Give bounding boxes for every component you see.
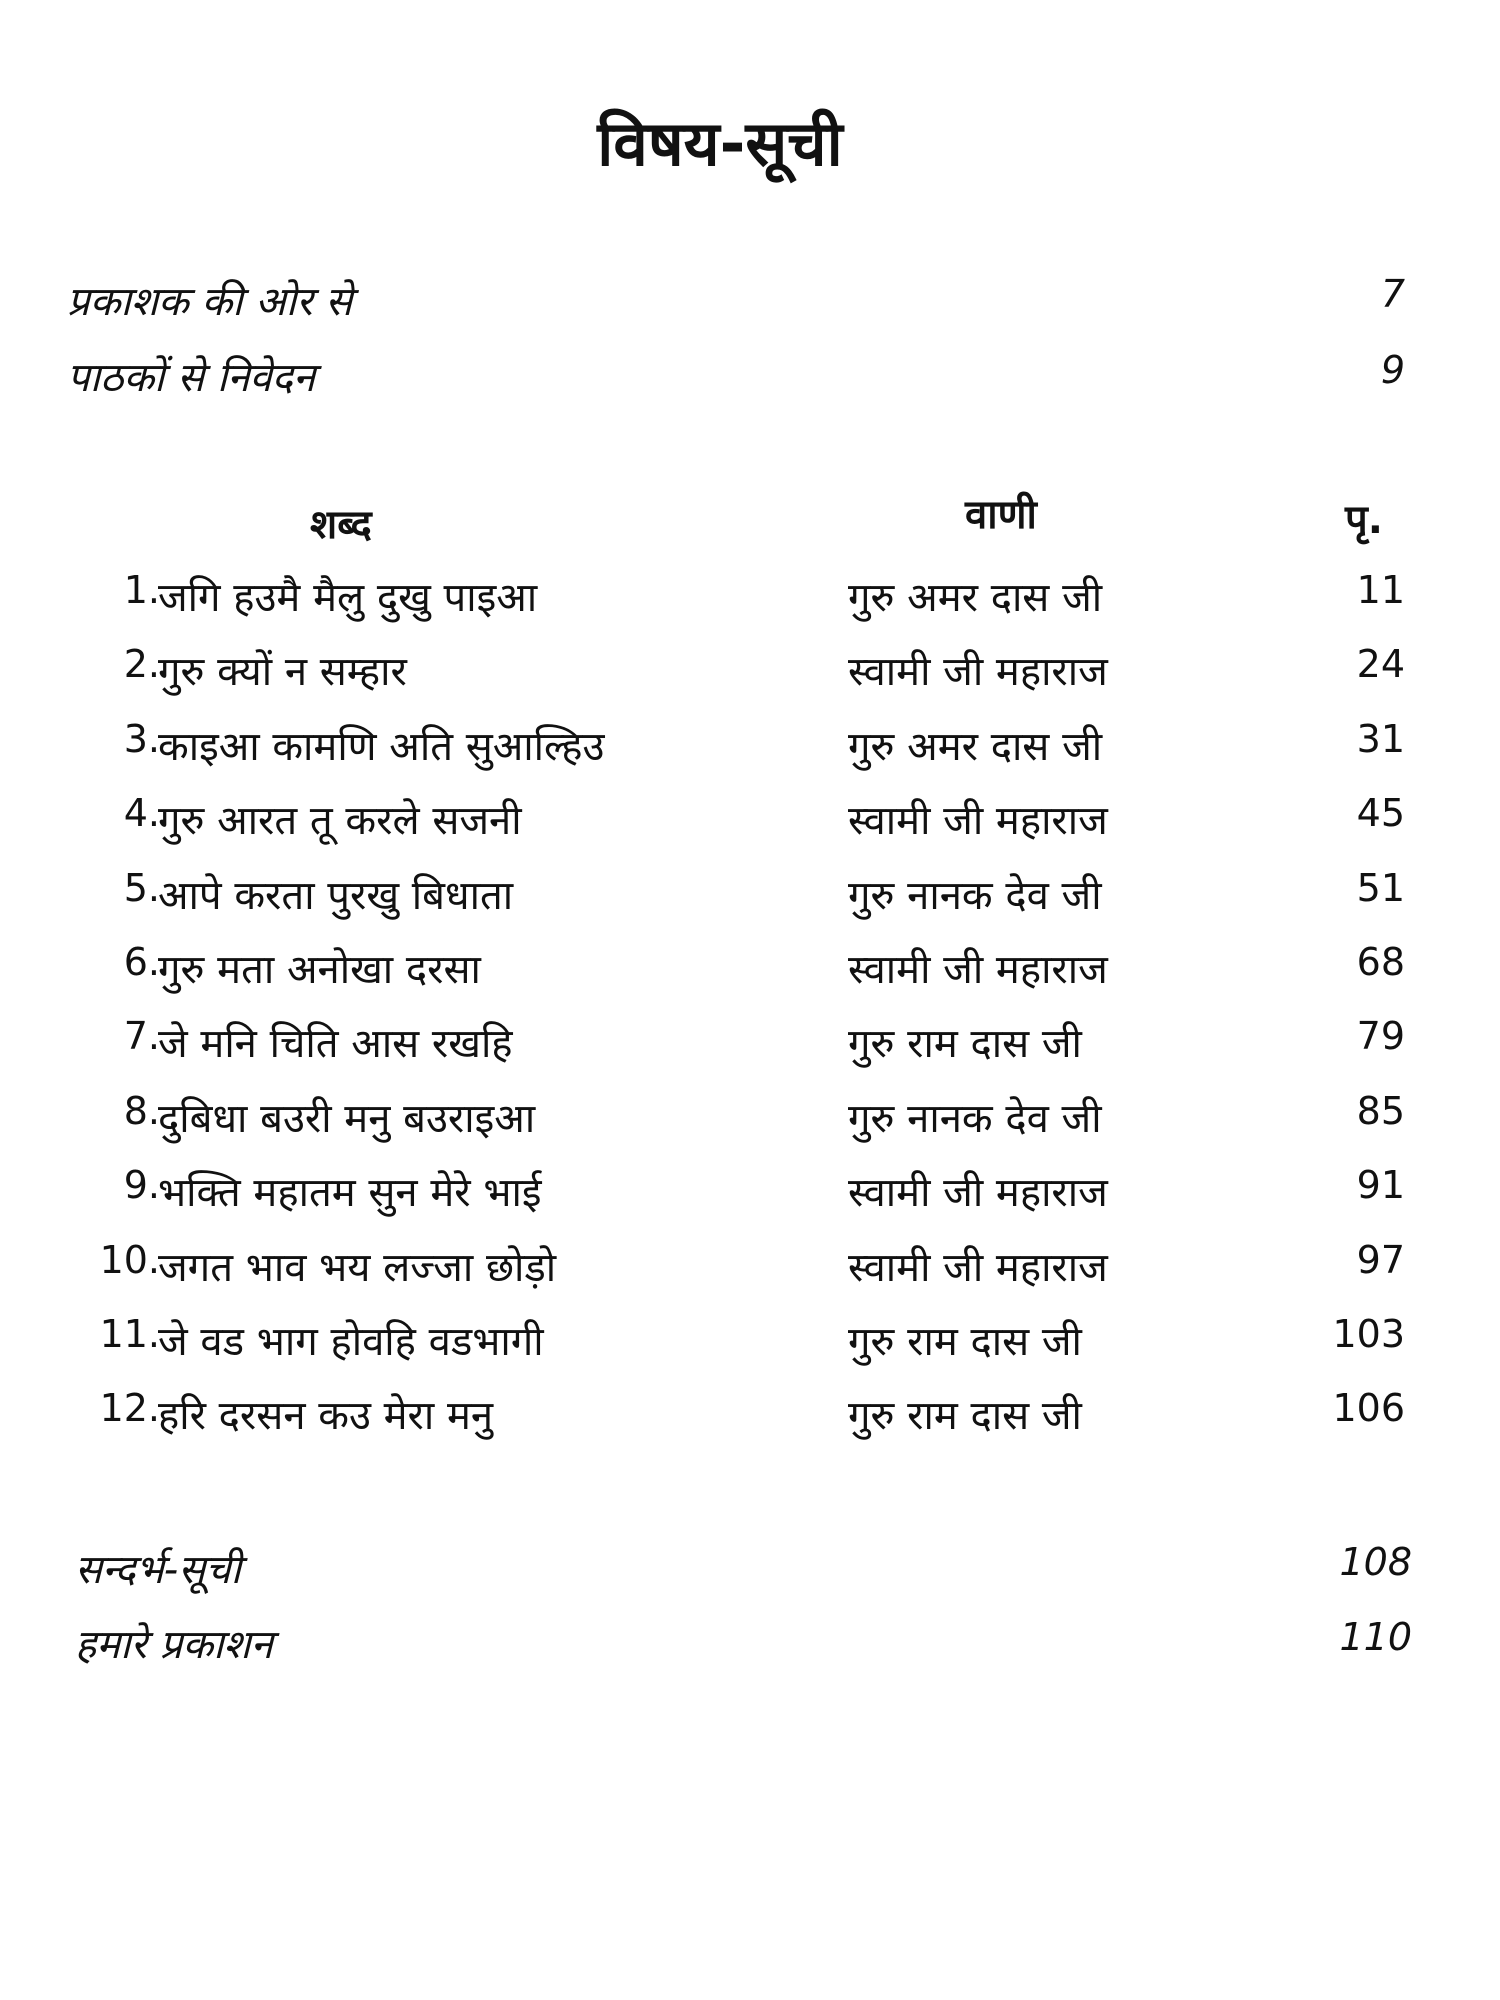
entry-vani: गुरु नानक देव जी (848, 1095, 1102, 1142)
toc-row (0, 1014, 1500, 1088)
back-matter-page: 110 (1339, 1615, 1412, 1659)
entry-shabd: आपे करता पुरखु बिधाता (158, 872, 514, 919)
entry-number: 2. (123, 642, 160, 687)
entry-vani: गुरु राम दास जी (848, 1319, 1082, 1365)
entry-shabd: भक्ति महातम सुन मेरे भाई (158, 1170, 542, 1217)
toc-row (0, 866, 1500, 940)
entry-number: 11. (99, 1312, 160, 1356)
entry-shabd: जगत भाव भय लज्जा छोड़ो (158, 1244, 557, 1291)
toc-row (0, 940, 1500, 1014)
entry-shabd: गुरु आरत तू करले सजनी (158, 798, 522, 845)
entry-shabd: जगि हउमै मैलु दुखु पाइआ (158, 575, 538, 621)
entry-vani: गुरु राम दास जी (848, 1021, 1082, 1068)
entry-vani: गुरु राम दास जी (848, 1393, 1082, 1440)
entry-page: 79 (1356, 1014, 1405, 1059)
entry-shabd: दुबिधा बउरी मनु बउराइआ (158, 1095, 536, 1142)
entry-vani: गुरु अमर दास जी (848, 723, 1103, 770)
front-matter-label: प्रकाशक की ओर से (67, 279, 353, 325)
entry-number: 4. (123, 791, 160, 836)
entry-number: 5. (123, 865, 160, 910)
entry-shabd: हरि दरसन कउ मेरा मनु (158, 1393, 494, 1440)
entry-shabd: गुरु क्यों न सम्हार (158, 649, 407, 696)
header-vani: वाणी (965, 492, 1037, 538)
entry-page: 68 (1356, 940, 1405, 984)
entry-number: 3. (123, 716, 160, 761)
entry-shabd: जे मनि चिति आस रखहि (158, 1021, 513, 1068)
entry-page: 97 (1356, 1237, 1405, 1282)
front-matter-label: पाठकों से निवेदन (67, 355, 316, 401)
toc-row (0, 1312, 1500, 1386)
entry-vani: स्वामी जी महाराज (848, 649, 1108, 696)
back-matter-label: सन्दर्भ-सूची (75, 1547, 241, 1593)
entry-vani: स्वामी जी महाराज (848, 1244, 1108, 1291)
entry-number: 8. (123, 1088, 160, 1133)
toc-row (0, 717, 1500, 791)
entry-number: 1. (123, 568, 160, 612)
entry-shabd: गुरु मता अनोखा दरसा (158, 947, 481, 993)
entry-page: 11 (1356, 568, 1405, 612)
entry-page: 24 (1356, 642, 1405, 687)
toc-row (0, 1163, 1500, 1237)
toc-row (0, 791, 1500, 865)
entry-number: 6. (123, 940, 160, 984)
entry-number: 9. (123, 1163, 160, 1208)
entry-vani: गुरु नानक देव जी (848, 872, 1102, 919)
toc-row (0, 1238, 1500, 1312)
back-matter-label: हमारे प्रकाशन (75, 1622, 273, 1668)
entry-shabd: जे वड भाग होवहि वडभागी (158, 1319, 544, 1365)
toc-row (0, 642, 1500, 716)
entry-page: 91 (1356, 1163, 1405, 1208)
entry-page: 106 (1332, 1386, 1405, 1431)
entry-page: 85 (1356, 1088, 1405, 1133)
entry-vani: गुरु अमर दास जी (848, 575, 1103, 621)
back-matter-page: 108 (1339, 1540, 1412, 1584)
header-shabd: शब्द (310, 502, 372, 548)
entry-vani: स्वामी जी महाराज (848, 1170, 1108, 1217)
page-title: विषय-सूची (597, 107, 843, 180)
toc-row (0, 1386, 1500, 1460)
entry-page: 31 (1356, 716, 1405, 761)
entry-page: 45 (1356, 791, 1405, 836)
toc-row (0, 1089, 1500, 1163)
front-matter-page: 7 (1380, 272, 1405, 316)
entry-page: 103 (1332, 1312, 1405, 1356)
entry-vani: स्वामी जी महाराज (848, 947, 1108, 993)
front-matter-page: 9 (1380, 348, 1405, 392)
entry-number: 7. (123, 1014, 160, 1059)
header-page: पृ. (1345, 497, 1383, 543)
entry-number: 10. (99, 1237, 160, 1282)
entry-page: 51 (1356, 865, 1405, 910)
entry-number: 12. (99, 1386, 160, 1431)
entry-shabd: काइआ कामणि अति सुआल्हिउ (158, 723, 605, 770)
entry-vani: स्वामी जी महाराज (848, 798, 1108, 845)
toc-row (0, 568, 1500, 642)
